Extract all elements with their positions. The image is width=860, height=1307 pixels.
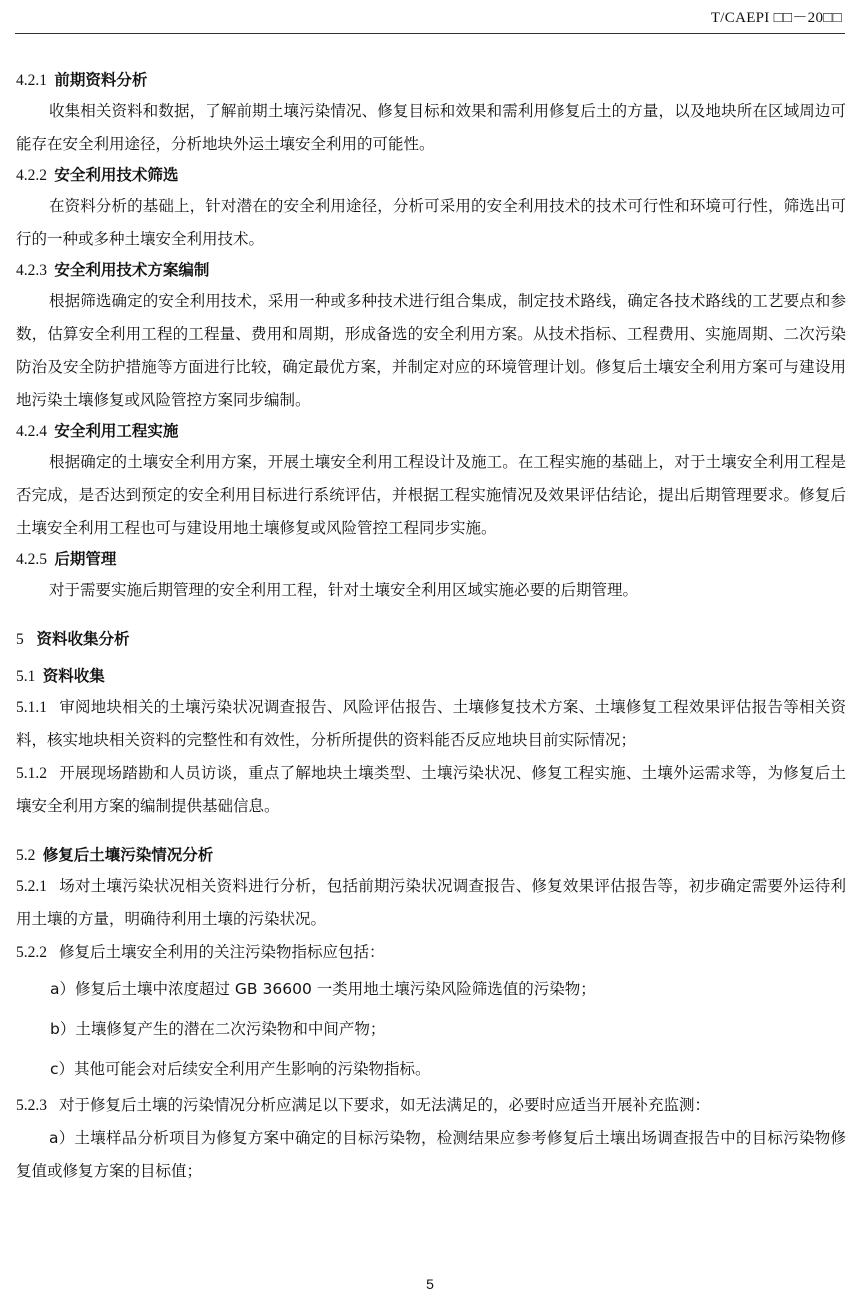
- section-heading-4-2-5: 4.2.5 后期管理: [16, 550, 117, 568]
- page-number: 5: [426, 1276, 434, 1292]
- list-item-5-2-2-a: a）修复后土壤中浓度超过 GB 36600 一类用地土壤污染风险筛选值的污染物；: [50, 980, 596, 998]
- section-heading-4-2-4: 4.2.4 安全利用工程实施: [16, 422, 179, 440]
- clause-5-2-2: 5.2.2 修复后土壤安全利用的关注污染物指标应包括：: [16, 943, 385, 961]
- clause-5-1-1: 5.1.1 审阅地块相关的土壤污染状况调查报告、风险评估报告、土壤修复技术方案、土壤修复工程效果评估报告等相关资料，核实地块相关资料的完整性和有效性，分析所提供的资料能否反应地块目前实际情况；: [16, 698, 846, 749]
- section-heading-4-2-3: 4.2.3 安全利用技术方案编制: [16, 261, 210, 279]
- paragraph-4-2-4: 根据确定的土壤安全利用方案，开展土壤安全利用工程设计及施工。在工程实施的基础上，对于土壤安全利用工程是否完成，是否达到预定的安全利用目标进行系统评估，并根据工程实施情况及效果评估结论，提出后期管理要求。修复后土壤安全利用工程也可与建设用地土壤修复或风险管控工程同步实施。: [16, 453, 846, 537]
- spacer: [0, 823, 860, 841]
- paragraph-4-2-2: 在资料分析的基础上，针对潜在的安全利用途径，分析可采用的安全利用技术的技术可行性和环境可行性，筛选出可行的一种或多种土壤安全利用技术。: [16, 197, 846, 248]
- list-item-5-2-2-b: b）土壤修复产生的潜在二次污染物和中间产物；: [50, 1020, 386, 1038]
- section-heading-5-2: 5.2 修复后土壤污染情况分析: [16, 846, 214, 864]
- list-item-5-2-2-c: c）其他可能会对后续安全利用产生影响的污染物指标。: [50, 1060, 431, 1078]
- section-heading-4-2-2: 4.2.2 安全利用技术筛选: [16, 166, 179, 184]
- paragraph-4-2-1: 收集相关资料和数据，了解前期土壤污染情况、修复目标和效果和需利用修复后土的方量，以及地块所在区域周边可能存在安全利用途径，分析地块外运土壤安全利用的可能性。: [16, 102, 846, 153]
- paragraph-4-2-5: 对于需要实施后期管理的安全利用工程，针对土壤安全利用区域实施必要的后期管理。: [49, 581, 639, 599]
- page-content: [0, 66, 860, 1188]
- clause-5-1-2: 5.1.2 开展现场踏勘和人员访谈，重点了解地块土壤类型、土壤污染状况、修复工程实施、土壤外运需求等，为修复后土壤安全利用方案的编制提供基础信息。: [16, 764, 846, 815]
- header-divider: [15, 33, 845, 34]
- section-heading-4-2-1: 4.2.1 前期资料分析: [16, 71, 148, 89]
- clause-5-2-1: 5.2.1 场对土壤污染状况相关资料进行分析，包括前期污染状况调查报告、修复效果评估报告等，初步确定需要外运待利用土壤的方量，明确待利用土壤的污染状况。: [16, 877, 846, 928]
- paragraph-4-2-3: 根据筛选确定的安全利用技术，采用一种或多种技术进行组合集成，制定技术路线，确定各技术路线的工艺要点和参数，估算安全利用工程的工程量、费用和周期，形成备选的安全利用方案。从技术指标、工程费用、实施周期、二次污染防治及安全防护措施等方面进行比较，确定最优方案，并制定对应的环境管理计划。修复后土壤安全利用方案可与建设用地污染土壤修复或风险管控方案同步编制。: [16, 292, 846, 409]
- clause-5-2-3: 5.2.3 对于修复后土壤的污染情况分析应满足以下要求，如无法满足的，必要时应适当开展补充监测：: [16, 1096, 711, 1114]
- section-heading-5-1: 5.1 资料收集: [16, 667, 105, 685]
- spacer: [0, 607, 860, 625]
- list-item-5-2-3-a: a）土壤样品分析项目为修复方案中确定的目标污染物，检测结果应参考修复后土壤出场调查报告中的目标污染物修复值或修复方案的目标值；: [16, 1129, 846, 1180]
- standard-code-header: T/CAEPI □□－20□□: [710, 10, 842, 26]
- spacer: [0, 654, 860, 662]
- chapter-heading-5: 5 资料收集分析: [16, 630, 130, 648]
